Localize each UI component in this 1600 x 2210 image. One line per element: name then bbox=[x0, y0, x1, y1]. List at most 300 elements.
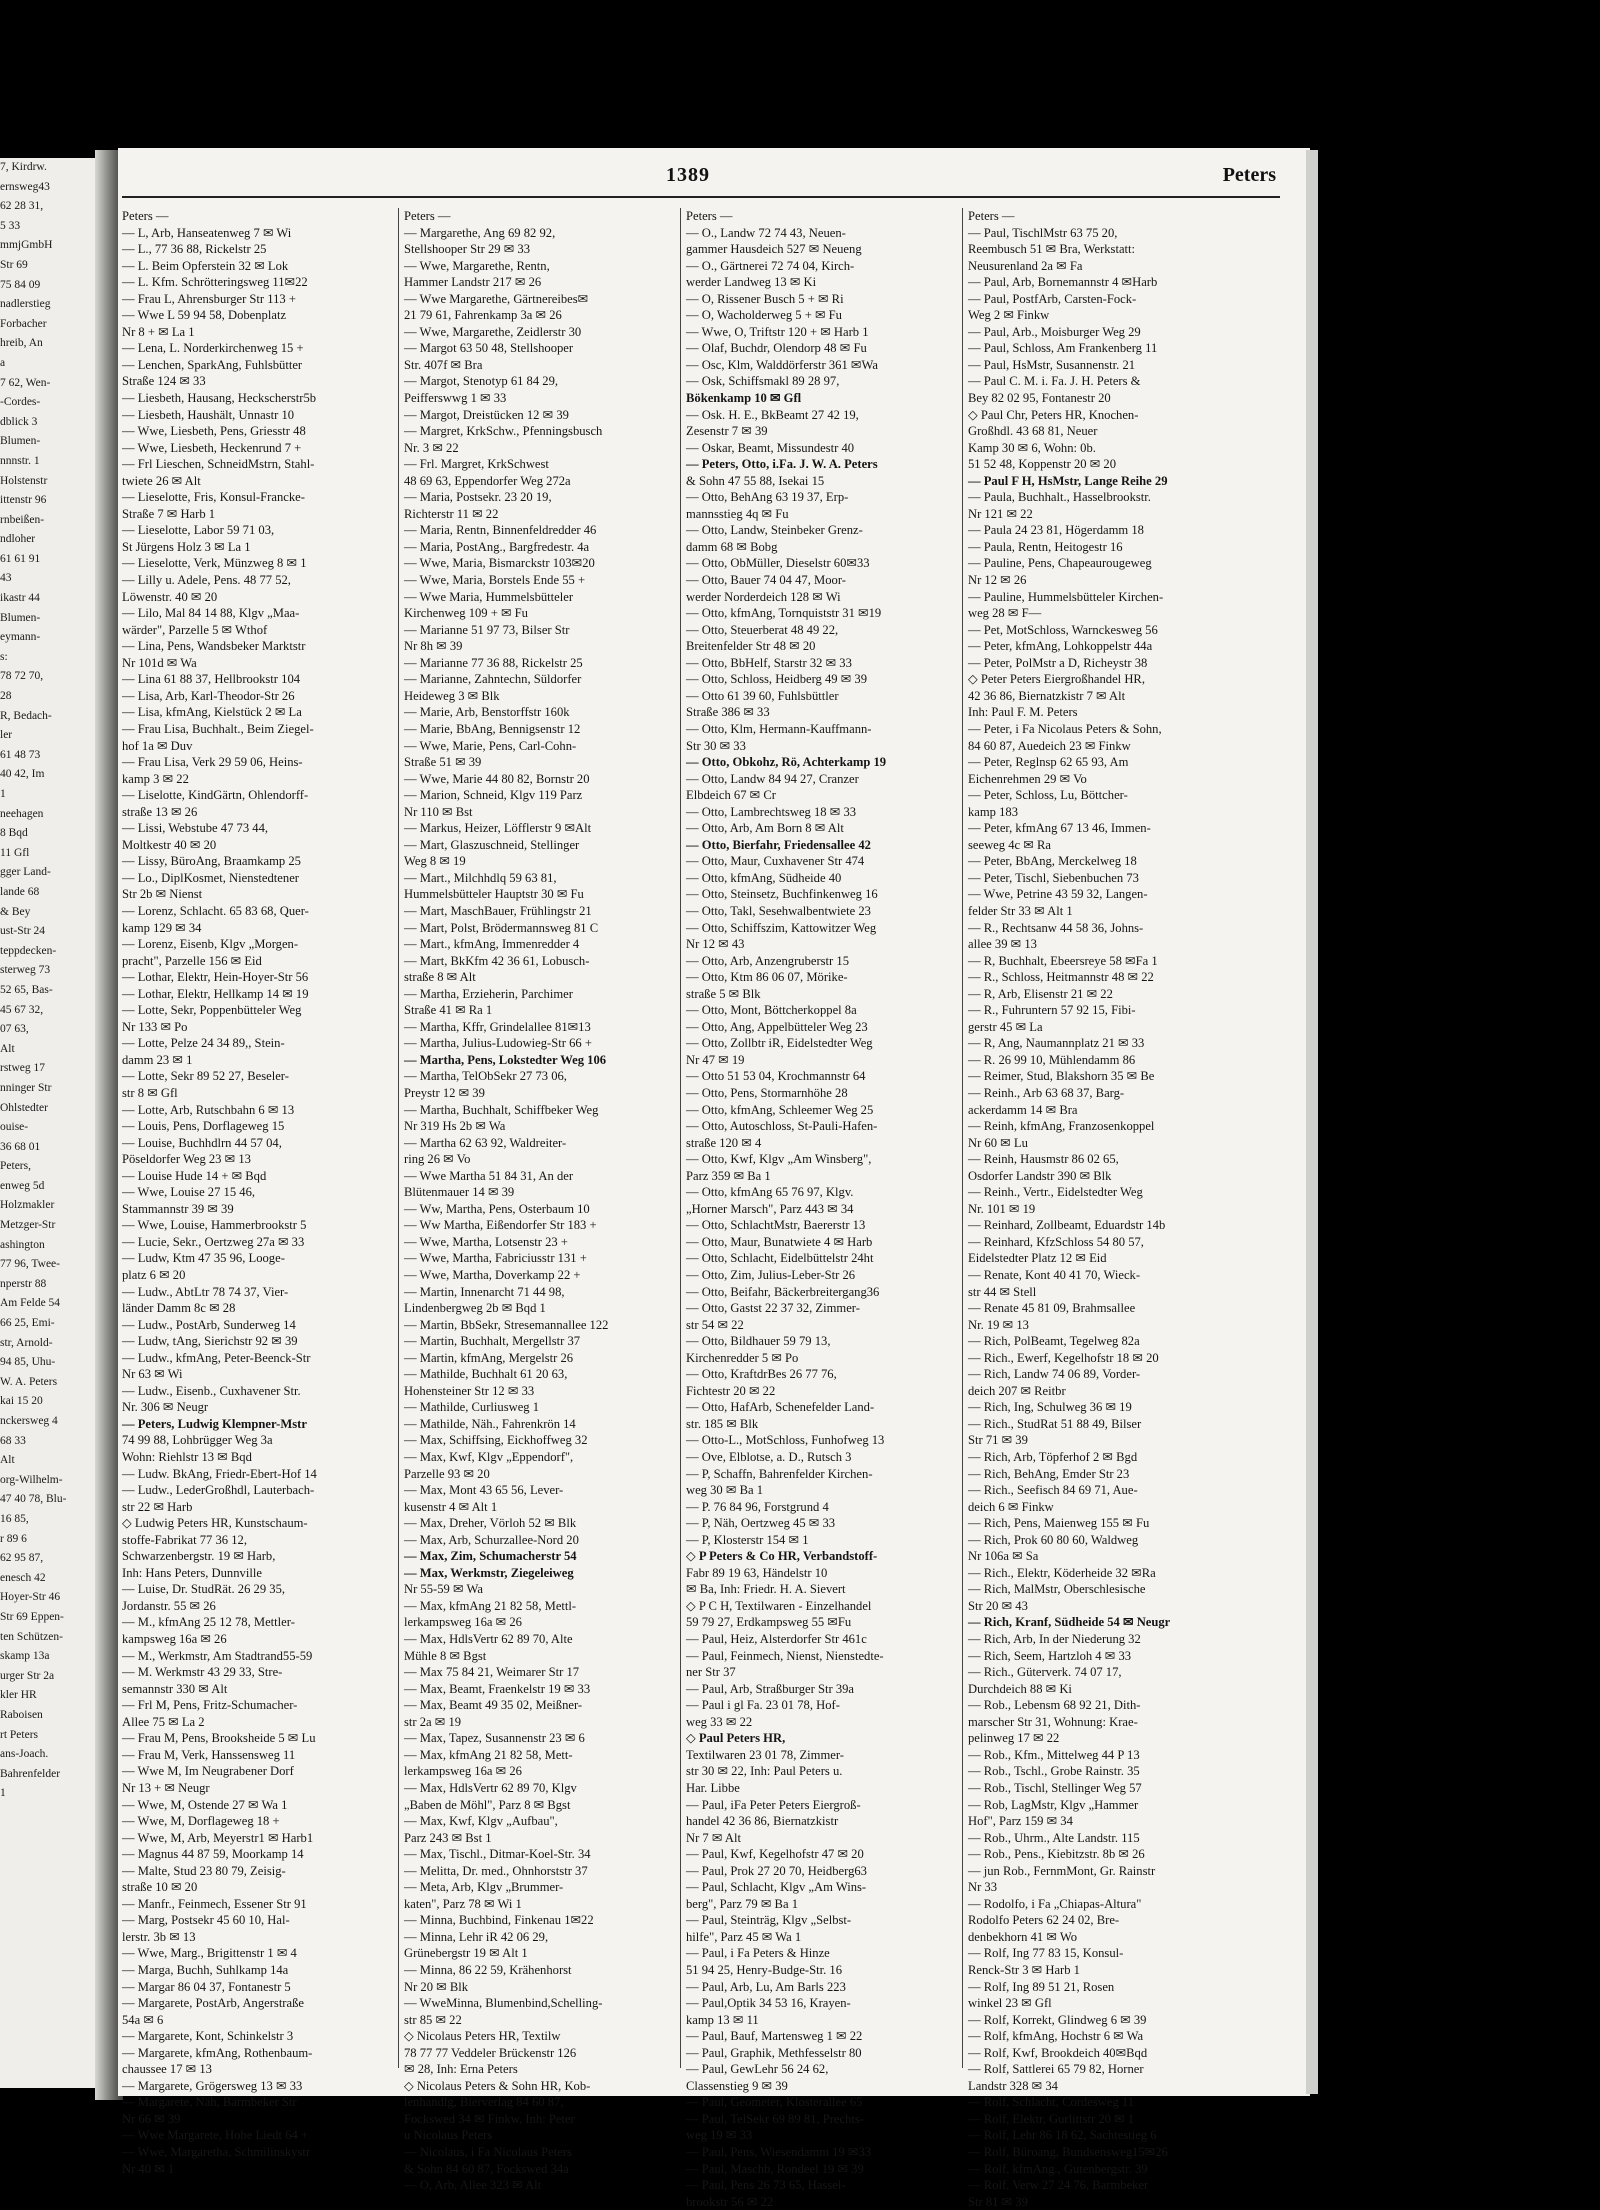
facing-page-line: neehagen bbox=[0, 807, 44, 820]
directory-entry: Peters — bbox=[686, 209, 733, 223]
facing-page-line: 47 40 78, Blu- bbox=[0, 1493, 67, 1506]
facing-page-line: R, Bedach- bbox=[0, 709, 52, 722]
directory-entry: — Maria, Postsekr. 23 20 19, bbox=[404, 490, 552, 505]
directory-entry: Pöseldorfer Weg 23 ✉ 13 bbox=[122, 1152, 251, 1167]
directory-entry: Peters — bbox=[404, 209, 451, 223]
directory-entry: — Max, Kwf, Klgv „Aufbau", bbox=[404, 1814, 558, 1829]
directory-entry: — Martin, Buchhalt, Mergellstr 37 bbox=[404, 1334, 581, 1349]
directory-entry: 42 36 86, Biernatzkistr 7 ✉ Alt bbox=[968, 688, 1126, 703]
directory-entry: Jordanstr. 55 ✉ 26 bbox=[122, 1598, 216, 1613]
directory-entry: — Paul C. M. i. Fa. J. H. Peters & bbox=[968, 374, 1141, 389]
directory-entry: — Lotte, Arb, Rutschbahn 6 ✉ 13 bbox=[122, 1102, 295, 1117]
directory-entry: — O., Landw 72 74 43, Neuen- bbox=[686, 225, 846, 240]
facing-page-line: 11 Gfl bbox=[0, 846, 30, 859]
directory-entry: — Magnus 44 87 59, Moorkamp 14 bbox=[122, 1847, 304, 1862]
directory-entry: — Otto, Ktm 86 06 07, Mörike- bbox=[686, 970, 848, 985]
facing-page-line: sterweg 73 bbox=[0, 964, 51, 977]
directory-entry: — Mart, BkKfm 42 36 61, Lobusch- bbox=[404, 953, 590, 968]
directory-entry: — Liesbeth, Haushält, Unnastr 10 bbox=[122, 407, 295, 422]
directory-entry: — Ludw., kfmAng, Peter-Beenck-Str bbox=[122, 1350, 311, 1365]
directory-entry: Nr 12 ✉ 26 bbox=[968, 573, 1027, 588]
directory-entry: — Wwe Margarete, Hohe Liedt 64 + bbox=[122, 2128, 309, 2143]
directory-entry: Nr 66 ✉ 39 bbox=[122, 2111, 181, 2126]
directory-entry: — Martha, Pens, Lokstedter Weg 106 bbox=[404, 1052, 607, 1067]
directory-entry: Nr. 19 ✉ 13 bbox=[968, 1317, 1029, 1332]
directory-entry: — L. Beim Opferstein 32 ✉ Lok bbox=[122, 258, 289, 273]
directory-entry: Richterstr 11 ✉ 22 bbox=[404, 506, 499, 521]
facing-page-line: 78 72 70, bbox=[0, 670, 44, 683]
directory-entry: berg", Parz 79 ✉ Ba 1 bbox=[686, 1896, 798, 1911]
directory-entry: länder Damm 8c ✉ 28 bbox=[122, 1301, 236, 1316]
directory-entry: — Rich, Pens, Maienweg 155 ✉ Fu bbox=[968, 1516, 1150, 1531]
directory-entry: — Martha, Erzieherin, Parchimer bbox=[404, 986, 573, 1001]
directory-entry: Nr 101d ✉ Wa bbox=[122, 655, 197, 670]
column-2 bbox=[404, 208, 676, 2193]
directory-entry: Breitenfelder Str 48 ✉ 20 bbox=[686, 639, 816, 654]
directory-entry: — Mart, Glaszuschneid, Stellinger bbox=[404, 837, 580, 852]
facing-page-line: str, Arnold- bbox=[0, 1336, 53, 1349]
directory-entry: — Wwe Martha 51 84 31, An der bbox=[404, 1168, 574, 1183]
directory-entry: Nr 60 ✉ Lu bbox=[968, 1135, 1028, 1150]
directory-entry: Rodolfo Peters 62 24 02, Bre- bbox=[968, 1913, 1120, 1928]
facing-page-line: rstweg 17 bbox=[0, 1062, 46, 1075]
directory-entry: — Markus, Heizer, Löfflerstr 9 ✉Alt bbox=[404, 821, 592, 836]
directory-entry: — P, Näh, Oertzweg 45 ✉ 33 bbox=[686, 1516, 836, 1531]
facing-page-line: 7, Kirdrw. bbox=[0, 161, 47, 173]
directory-entry: — Max, Beamt 49 35 02, Meißner- bbox=[404, 1698, 583, 1713]
directory-entry: — Wwe, M, Ostende 27 ✉ Wa 1 bbox=[122, 1797, 288, 1812]
directory-entry: — Marianne, Zahntechn, Süldorfer bbox=[404, 672, 582, 687]
directory-entry: — Peter, BbAng, Merckelweg 18 bbox=[968, 854, 1137, 869]
directory-entry: — Rich, Landw 74 06 89, Vorder- bbox=[968, 1367, 1141, 1382]
directory-entry: — Osk. H. E., BkBeamt 27 42 19, bbox=[686, 407, 859, 422]
directory-entry: — jun Rob., FernmMont, Gr. Rainstr bbox=[968, 1863, 1156, 1878]
directory-entry: — Wwe, Margarethe, Zeidlerstr 30 bbox=[404, 324, 582, 339]
facing-page-line: 28 bbox=[0, 690, 12, 703]
directory-entry: — Rolf, kfmAng, Hochstr 6 ✉ Wa bbox=[968, 2029, 1144, 2044]
directory-entry: St Jürgens Holz 3 ✉ La 1 bbox=[122, 539, 251, 554]
directory-entry: — Otto, Klm, Hermann-Kauffmann- bbox=[686, 721, 872, 736]
entry-columns bbox=[122, 208, 1272, 2209]
directory-entry: Nr. 306 ✉ Neugr bbox=[122, 1400, 209, 1415]
directory-entry: — R., Rechtsanw 44 58 36, Johns- bbox=[968, 920, 1144, 935]
directory-entry: Peters — bbox=[968, 209, 1015, 223]
directory-entry: 78 77 77 Veddeler Brückenstr 126 bbox=[404, 2045, 577, 2060]
facing-page-line: 62 28 31, bbox=[0, 200, 44, 213]
facing-page-line: 1 bbox=[0, 788, 6, 800]
directory-entry: straße 10 ✉ 20 bbox=[122, 1880, 198, 1895]
directory-entry: Str 71 ✉ 39 bbox=[968, 1433, 1028, 1448]
directory-entry: brookstr 56 ✉ 22 bbox=[686, 2194, 774, 2209]
facing-page-line: 16 85, bbox=[0, 1512, 29, 1525]
facing-page-line: 8 Bqd bbox=[0, 827, 28, 840]
running-head: Peters bbox=[1222, 164, 1276, 186]
directory-entry: — Malte, Stud 23 80 79, Zeisig- bbox=[122, 1863, 286, 1878]
directory-entry: — Wwe L 59 94 58, Dobenplatz bbox=[122, 308, 287, 323]
directory-entry: — Paul, iFa Peter Peters Eiergroß- bbox=[686, 1797, 861, 1812]
directory-entry: — Renate 45 81 09, Brahmsallee bbox=[968, 1301, 1136, 1316]
directory-entry: weg 30 ✉ Ba 1 bbox=[686, 1483, 764, 1498]
facing-page-line: enesch 42 bbox=[0, 1571, 46, 1584]
directory-entry: — Peter, Tischl, Siebenbuchen 73 bbox=[968, 870, 1139, 885]
directory-entry: — Oskar, Beamt, Missundestr 40 bbox=[686, 440, 855, 455]
directory-entry: — Paul, GewLehr 56 24 62, bbox=[686, 2062, 829, 2077]
directory-entry: — Rob., Tischl, Stellinger Weg 57 bbox=[968, 1780, 1142, 1795]
directory-entry: — Paula, Buchhalt., Hasselbrookstr. bbox=[968, 490, 1151, 505]
directory-entry: — Minna, Buchbind, Finkenau 1✉22 bbox=[404, 1913, 594, 1928]
directory-entry: kamp 129 ✉ 34 bbox=[122, 920, 202, 935]
directory-entry: Nr 8 + ✉ La 1 bbox=[122, 324, 195, 339]
directory-entry: — Pauline, Hummelsbütteler Kirchen- bbox=[968, 589, 1164, 604]
directory-entry: — Paula 24 23 81, Högerdamm 18 bbox=[968, 523, 1144, 538]
directory-entry: — Otto, SchlachtMstr, Baererstr 13 bbox=[686, 1218, 866, 1233]
directory-entry: — Otto, Lambrechtsweg 18 ✉ 33 bbox=[686, 804, 857, 819]
directory-entry: — Frl M, Pens, Fritz-Schumacher- bbox=[122, 1698, 298, 1713]
directory-entry: Nr 63 ✉ Wi bbox=[122, 1367, 183, 1382]
directory-entry: str 30 ✉ 22, Inh: Paul Peters u. bbox=[686, 1764, 843, 1779]
facing-page-line: kler HR bbox=[0, 1689, 37, 1702]
directory-entry: — R, Buchhalt, Ebeersreye 58 ✉Fa 1 bbox=[968, 953, 1158, 968]
facing-page-line: 68 33 bbox=[0, 1434, 26, 1447]
directory-entry: — Otto, Beifahr, Bäckerbreitergang36 bbox=[686, 1284, 880, 1299]
directory-entry: — Wwe, O, Triftstr 120 + ✉ Harb 1 bbox=[686, 324, 869, 339]
directory-entry: — Manfr., Feinmech, Essener Str 91 bbox=[122, 1896, 307, 1911]
directory-entry: — Lo., DiplKosmet, Nienstedtener bbox=[122, 870, 299, 885]
facing-page-line: rt Peters bbox=[0, 1728, 39, 1741]
directory-entry: werder Landweg 13 ✉ Ki bbox=[686, 275, 817, 290]
facing-page-line: rnbeißen- bbox=[0, 513, 45, 526]
directory-entry: — M., kfmAng 25 12 78, Mettler- bbox=[122, 1615, 295, 1630]
directory-entry: — Lotte, Sekr, Poppenbütteler Weg bbox=[122, 1003, 302, 1018]
facing-page-line: Str 69 bbox=[0, 258, 28, 271]
directory-entry: — Paul,Optik 34 53 16, Krayen- bbox=[686, 1996, 851, 2011]
directory-entry: — Margarethe, Ang 69 82 92, bbox=[404, 225, 556, 240]
directory-entry: Inh: Paul F. M. Peters bbox=[968, 705, 1078, 720]
facing-page-line: Raboisen bbox=[0, 1708, 43, 1721]
directory-entry: weg 28 ✉ F— bbox=[968, 606, 1042, 621]
directory-entry: 21 79 61, Fahrenkamp 3a ✉ 26 bbox=[404, 308, 562, 323]
page-edge bbox=[1306, 150, 1318, 2094]
facing-page-line: kai 15 20 bbox=[0, 1395, 43, 1408]
directory-entry: — Otto, kfmAng, Tornquiststr 31 ✉19 bbox=[686, 606, 882, 621]
directory-entry: — Lena, L. Norderkirchenweg 15 + bbox=[122, 341, 304, 356]
directory-entry: Nr 8h ✉ 39 bbox=[404, 639, 463, 654]
facing-page-line: Holzmakler bbox=[0, 1199, 55, 1212]
directory-entry: Str 30 ✉ 33 bbox=[686, 738, 746, 753]
directory-entry: — Lothar, Elektr, Hellkamp 14 ✉ 19 bbox=[122, 986, 309, 1001]
directory-entry: — Paul, Pens, Wiesendamm 19 ✉33 bbox=[686, 2144, 872, 2159]
directory-entry: Osdorfer Landstr 390 ✉ Blk bbox=[968, 1168, 1112, 1183]
directory-entry: damm 68 ✉ Bobg bbox=[686, 539, 778, 554]
directory-entry: — Frau Lisa, Buchhalt., Beim Ziegel- bbox=[122, 721, 314, 736]
directory-entry: — Martin, kfmAng, Mergelstr 26 bbox=[404, 1350, 574, 1365]
directory-entry: — Otto, BbHelf, Starstr 32 ✉ 33 bbox=[686, 655, 852, 670]
directory-entry: — O, Wacholderweg 5 + ✉ Fu bbox=[686, 308, 842, 323]
directory-entry: — Mart., kfmAng, Immenredder 4 bbox=[404, 937, 580, 952]
column-divider bbox=[962, 208, 963, 2068]
directory-entry: Bey 82 02 95, Fontanestr 20 bbox=[968, 391, 1111, 406]
directory-entry: — Ove, Elblotse, a. D., Rutsch 3 bbox=[686, 1450, 852, 1465]
facing-page-line: 40 42, Im bbox=[0, 768, 45, 781]
directory-entry: — Paul, Feinmech, Nienst, Nienstedte- bbox=[686, 1648, 884, 1663]
directory-entry: — Wwe, M, Arb, Meyerstr1 ✉ Harb1 bbox=[122, 1830, 314, 1845]
directory-entry: — Lieselotte, Fris, Konsul-Francke- bbox=[122, 490, 305, 505]
directory-entry: — Maria, PostAng., Bargfredestr. 4a bbox=[404, 539, 590, 554]
directory-entry: — Peters, Ludwig Klempner-Mstr bbox=[122, 1416, 307, 1431]
directory-entry: — Rich., StudRat 51 88 49, Bilser bbox=[968, 1416, 1142, 1431]
directory-entry: — Otto, Autoschloss, St-Pauli-Hafen- bbox=[686, 1119, 878, 1134]
directory-entry: — Mart., Milchhdlq 59 63 81, bbox=[404, 870, 557, 885]
directory-entry: str 2a ✉ 19 bbox=[404, 1714, 462, 1729]
directory-entry: seeweg 4c ✉ Ra bbox=[968, 837, 1051, 852]
directory-entry: — Martha 62 63 92, Waldreiter- bbox=[404, 1135, 567, 1150]
directory-entry: lerstr. 3b ✉ 13 bbox=[122, 1929, 196, 1944]
directory-entry: — Otto-L., MotSchloss, Funhofweg 13 bbox=[686, 1433, 885, 1448]
directory-entry: werder Norderdeich 128 ✉ Wi bbox=[686, 589, 841, 604]
directory-entry: — Otto, Landw 84 94 27, Cranzer bbox=[686, 771, 859, 786]
directory-entry: — Max, Beamt, Fraenkelstr 19 ✉ 33 bbox=[404, 1681, 591, 1696]
directory-entry: Nr 12 ✉ 43 bbox=[686, 937, 745, 952]
directory-entry: — Otto, Takl, Sesehwalbentwiete 23 bbox=[686, 903, 871, 918]
directory-entry: — Martha, TelObSekr 27 73 06, bbox=[404, 1069, 567, 1084]
directory-entry: denbekhorn 41 ✉ Wo bbox=[968, 1929, 1077, 1944]
directory-entry: Nr 33 bbox=[968, 1880, 998, 1895]
directory-entry: — Rob., Tschl., Grobe Rainstr. 35 bbox=[968, 1764, 1140, 1779]
directory-entry: — Paul, Heiz, Alsterdorfer Str 461c bbox=[686, 1632, 867, 1647]
directory-entry: 59 79 27, Erdkampsweg 55 ✉Fu bbox=[686, 1615, 852, 1630]
directory-entry: — Paul, Arb, Lu, Am Barls 223 bbox=[686, 1979, 846, 1994]
directory-entry: — Wwe, Martha, Doverkamp 22 + bbox=[404, 1268, 581, 1282]
directory-entry: Textilwaren 23 01 78, Zimmer- bbox=[686, 1747, 844, 1762]
facing-page-line: urger Str 2a bbox=[0, 1669, 55, 1682]
directory-entry: — Ludw., LederGroßhdl, Lauterbach- bbox=[122, 1483, 315, 1498]
facing-page-line: nckersweg 4 bbox=[0, 1415, 58, 1427]
directory-entry: Stellshooper Str 29 ✉ 33 bbox=[404, 242, 530, 257]
directory-entry: — Wwe, Maria, Bismarckstr 103✉20 bbox=[404, 556, 595, 571]
directory-entry: — Ludw. BkAng, Friedr-Ebert-Hof 14 bbox=[122, 1466, 317, 1481]
directory-entry: Classenstieg 9 ✉ 39 bbox=[686, 2078, 788, 2093]
facing-page-line: skamp 13a bbox=[0, 1650, 50, 1663]
directory-entry: — Rich, Prok 60 80 60, Waldweg bbox=[968, 1532, 1139, 1547]
directory-entry: — Pet, MotSchloss, Warnckesweg 56 bbox=[968, 622, 1158, 637]
facing-page-line: a bbox=[0, 356, 6, 369]
directory-entry: Reembusch 51 ✉ Bra, Werkstatt: bbox=[968, 242, 1136, 257]
directory-entry: — Rich, PolBeamt, Tegelweg 82a bbox=[968, 1334, 1140, 1349]
column-1 bbox=[122, 208, 394, 2176]
directory-entry: Parz 359 ✉ Ba 1 bbox=[686, 1168, 771, 1183]
directory-entry: — Margar 86 04 37, Fontanestr 5 bbox=[122, 1979, 291, 1994]
directory-entry: — Minna, Lehr iR 42 06 29, bbox=[404, 1929, 549, 1944]
directory-entry: — Lieselotte, Labor 59 71 03, bbox=[122, 523, 275, 538]
directory-entry: stoffe-Fabrikat 77 36 12, bbox=[122, 1532, 247, 1547]
facing-page-line: Str 69 Eppen- bbox=[0, 1610, 64, 1623]
facing-page-line: ouise- bbox=[0, 1121, 29, 1134]
directory-entry: — Frl Lieschen, SchneidMstrn, Stahl- bbox=[122, 457, 315, 472]
directory-entry: Peifferswwg 1 ✉ 33 bbox=[404, 391, 507, 406]
directory-entry: — Otto 51 53 04, Krochmannstr 64 bbox=[686, 1069, 866, 1084]
directory-entry: — Wwe, Louise 27 15 46, bbox=[122, 1185, 256, 1200]
directory-entry: — Marianne 51 97 73, Bilser Str bbox=[404, 622, 570, 637]
directory-entry: — R., Schloss, Heitmannstr 48 ✉ 22 bbox=[968, 970, 1154, 985]
directory-entry: — Margarete, Kont, Schinkelstr 3 bbox=[122, 2029, 294, 2044]
facing-page-line: s: bbox=[0, 650, 8, 663]
facing-page-line: Blumen- bbox=[0, 435, 41, 448]
directory-entry: Nr 7 ✉ Alt bbox=[686, 1830, 741, 1845]
directory-entry: hof 1a ✉ Duv bbox=[122, 738, 193, 753]
directory-entry: mannsstieg 4q ✉ Fu bbox=[686, 506, 789, 521]
directory-entry: — Max, Kwf, Klgv „Eppendorf", bbox=[404, 1450, 574, 1465]
directory-entry: — Ww, Martha, Pens, Osterbaum 10 bbox=[404, 1201, 590, 1216]
directory-entry: — Otto, Steinsetz, Buchfinkenweg 16 bbox=[686, 887, 878, 902]
directory-entry: Grünebergstr 19 ✉ Alt 1 bbox=[404, 1946, 528, 1961]
directory-entry: Parzelle 93 ✉ 20 bbox=[404, 1466, 490, 1481]
directory-entry: — R, Ang, Naumannplatz 21 ✉ 33 bbox=[968, 1036, 1145, 1051]
directory-entry: — Mart, Polst, Brödermannsweg 81 C bbox=[404, 920, 599, 935]
facing-page-line: ashington bbox=[0, 1238, 45, 1251]
facing-page-line: ans-Joach. bbox=[0, 1748, 49, 1761]
directory-entry: Großhdl. 43 68 81, Neuer bbox=[968, 424, 1098, 439]
directory-entry: ◇ Nicolaus Peters & Sohn HR, Kob- bbox=[404, 2078, 591, 2093]
directory-entry: — Rolf, Korrekt, Glindweg 6 ✉ 39 bbox=[968, 2012, 1147, 2027]
directory-entry: — Frau L, Ahrensburger Str 113 + bbox=[122, 291, 296, 306]
directory-entry: — Max, Werkmstr, Ziegeleiweg bbox=[404, 1565, 574, 1580]
page-header bbox=[118, 164, 1310, 194]
directory-entry: — Olaf, Buchdr, Olendorp 48 ✉ Fu bbox=[686, 341, 867, 356]
directory-entry: — Wwe, Martha, Lotsenstr 23 + bbox=[404, 1234, 568, 1249]
directory-entry: — Peter, kfmAng, Lohkoppelstr 44a bbox=[968, 639, 1153, 654]
directory-entry: damm 23 ✉ 1 bbox=[122, 1052, 193, 1067]
column-4 bbox=[968, 208, 1240, 2209]
directory-entry: — Peter, Schloss, Lu, Böttcher- bbox=[968, 788, 1128, 803]
directory-entry: ring 26 ✉ Vo bbox=[404, 1152, 471, 1167]
directory-entry: — Margarete, PostArb, Angerstraße bbox=[122, 1996, 304, 2011]
directory-entry: — Minna, 86 22 59, Krähenhorst bbox=[404, 1962, 572, 1977]
directory-entry: — Lorenz, Eisenb, Klgv „Morgen- bbox=[122, 937, 299, 952]
directory-entry: — Ww Martha, Eißendorfer Str 183 + bbox=[404, 1218, 597, 1233]
facing-page-line: Metzger-Str bbox=[0, 1219, 56, 1232]
facing-page-line: ndloher bbox=[0, 533, 36, 546]
directory-entry: — Paul, Steinträg, Klgv „Selbst- bbox=[686, 1913, 852, 1928]
directory-entry: — Otto, KraftdrBes 26 77 76, bbox=[686, 1367, 837, 1382]
directory-entry: Nr 13 + ✉ Neugr bbox=[122, 1780, 210, 1795]
facing-page-line: Peters, bbox=[0, 1160, 31, 1173]
directory-entry: — Rich, Kranf, Südheide 54 ✉ Neugr bbox=[968, 1615, 1171, 1630]
directory-entry: Preystr 12 ✉ 39 bbox=[404, 1085, 485, 1100]
directory-entry: Bökenkamp 10 ✉ Gfl bbox=[686, 391, 802, 406]
directory-entry: Renck-Str 3 ✉ Harb 1 bbox=[968, 1962, 1080, 1977]
directory-entry: kamp 183 bbox=[968, 804, 1019, 819]
directory-entry: — Rich., Seefisch 84 69 71, Aue- bbox=[968, 1483, 1138, 1498]
directory-entry: — Maria, Rentn, Binnenfeldredder 46 bbox=[404, 523, 597, 538]
directory-entry: — Otto, Arb, Am Born 8 ✉ Alt bbox=[686, 821, 844, 836]
directory-entry: — Paula, Rentn, Heitogestr 16 bbox=[968, 539, 1123, 554]
directory-entry: — Rolf, Kwf, Brookdeich 40✉Bqd bbox=[968, 2045, 1148, 2060]
facing-page-line: 77 96, Twee- bbox=[0, 1258, 60, 1271]
directory-entry: — Martin, BbSekr, Stresemannallee 122 bbox=[404, 1317, 609, 1332]
directory-entry: Peters — bbox=[122, 209, 169, 223]
directory-entry: — P. 76 84 96, Forstgrund 4 bbox=[686, 1499, 829, 1514]
directory-entry: — Wwe, Margarethe, Rentn, bbox=[404, 258, 550, 273]
directory-entry: — Nicolaus, i Fa Nicolaus Peters bbox=[404, 2144, 572, 2159]
directory-entry: — Lilo, Mal 84 14 88, Klgv „Maa- bbox=[122, 606, 300, 621]
directory-entry: — Otto, Zollbtr iR, Eidelstedter Weg bbox=[686, 1036, 873, 1051]
facing-page-line: ikastr 44 bbox=[0, 592, 40, 605]
directory-entry: — Paul, TelSekr 69 89 81, Prechts- bbox=[686, 2111, 864, 2126]
directory-entry: pelinweg 17 ✉ 22 bbox=[968, 1731, 1060, 1746]
directory-entry: Landstr 328 ✉ 34 bbox=[968, 2078, 1058, 2093]
directory-entry: weg 33 ✉ 22 bbox=[686, 1714, 753, 1729]
directory-entry: Hof", Parz 159 ✉ 34 bbox=[968, 1814, 1073, 1829]
directory-entry: — Wwe, Liesbeth, Pens, Griesstr 48 bbox=[122, 424, 306, 439]
directory-entry: — Lieselotte, Verk, Münzweg 8 ✉ 1 bbox=[122, 556, 307, 571]
directory-entry: — Lilly u. Adele, Pens. 48 77 52, bbox=[122, 573, 291, 588]
directory-entry: deich 207 ✉ Reitbr bbox=[968, 1383, 1066, 1398]
directory-entry: twiete 26 ✉ Alt bbox=[122, 473, 201, 488]
directory-entry: Str 2b ✉ Nienst bbox=[122, 887, 203, 902]
facing-page-line: ten Schützen- bbox=[0, 1630, 63, 1643]
directory-entry: — Margarete, Näh, Barmbeker Str bbox=[122, 2095, 297, 2110]
directory-entry: str 22 ✉ Harb bbox=[122, 1499, 193, 1514]
directory-entry: — Max, Dreher, Vörloh 52 ✉ Blk bbox=[404, 1516, 577, 1531]
directory-entry: — Marg, Postsekr 45 60 10, Hal- bbox=[122, 1913, 290, 1928]
directory-entry: ◇ Paul Chr, Peters HR, Knochen- bbox=[968, 407, 1139, 422]
directory-entry: — Rich, Arb, In der Niederung 32 bbox=[968, 1632, 1141, 1647]
directory-entry: str 54 ✉ 22 bbox=[686, 1317, 744, 1332]
directory-entry: — Paul, Prok 27 20 70, Heidberg63 bbox=[686, 1863, 867, 1878]
facing-page-line: Blumen- bbox=[0, 611, 41, 624]
directory-entry: — Osc, Klm, Walddörferstr 361 ✉Wa bbox=[686, 357, 878, 372]
directory-entry: — Marie, BbAng, Bennigsenstr 12 bbox=[404, 721, 581, 736]
directory-entry: — Wwe M, Im Neugrabener Dorf bbox=[122, 1764, 294, 1779]
directory-entry: ackerdamm 14 ✉ Bra bbox=[968, 1102, 1078, 1117]
facing-page-line: & Bey bbox=[0, 905, 31, 918]
facing-page-line: 94 85, Uhu- bbox=[0, 1356, 56, 1369]
directory-entry: — Ludw., AbtLtr 78 74 37, Vier- bbox=[122, 1284, 289, 1299]
directory-entry: & Sohn 84 60 87, Fockswed 34a bbox=[404, 2161, 569, 2176]
directory-entry: allee 39 ✉ 13 bbox=[968, 937, 1037, 952]
facing-page-line: mmjGmbH bbox=[0, 239, 53, 252]
directory-entry: Nr 133 ✉ Po bbox=[122, 1019, 188, 1034]
facing-page-line: lande 68 bbox=[0, 885, 40, 898]
directory-entry: — Marion, Schneid, Klgv 119 Parz bbox=[404, 788, 583, 803]
directory-entry: — Lina 61 88 37, Hellbrookstr 104 bbox=[122, 672, 301, 687]
directory-entry: — Margarete, Grögersweg 13 ✉ 33 bbox=[122, 2078, 303, 2093]
directory-entry: — Max, Zim, Schumacherstr 54 bbox=[404, 1549, 577, 1564]
directory-entry: — Reinh, Hausmstr 86 02 65, bbox=[968, 1152, 1119, 1167]
directory-entry: — Peter, i Fa Nicolaus Peters & Sohn, bbox=[968, 721, 1162, 736]
directory-entry: lenhandlg, Bierverlag 84 60 87, bbox=[404, 2095, 564, 2110]
directory-entry: — Otto, ObMüller, Dieselstr 60✉33 bbox=[686, 556, 870, 571]
directory-entry: — Rob., Lebensm 68 92 21, Dith- bbox=[968, 1698, 1141, 1713]
directory-entry: Hammer Landstr 217 ✉ 26 bbox=[404, 275, 542, 290]
directory-entry: — Lotte, Pelze 24 34 89,, Stein- bbox=[122, 1036, 285, 1051]
directory-entry: lerkampsweg 16a ✉ 26 bbox=[404, 1615, 522, 1630]
directory-entry: — Martha, Kffr, Grindelallee 81✉13 bbox=[404, 1019, 591, 1034]
directory-entry: Nr. 3 ✉ 22 bbox=[404, 440, 459, 455]
directory-entry: — Rolf, kfmAng., Gutenbergstr. 39 bbox=[968, 2161, 1148, 2176]
directory-entry: — Otto, Bauer 74 04 47, Moor- bbox=[686, 573, 846, 588]
directory-entry: — Peter, PolMstr a D, Richeystr 38 bbox=[968, 655, 1148, 670]
directory-entry: — Wwe, Marg., Brigittenstr 1 ✉ 4 bbox=[122, 1946, 297, 1961]
directory-entry: — Paul, Geometer, Klosterallee 65 bbox=[686, 2095, 863, 2110]
directory-entry: — Paul, i Fa Peters & Hinze bbox=[686, 1946, 830, 1961]
directory-entry: Löwenstr. 40 ✉ 20 bbox=[122, 589, 218, 604]
facing-page-line: teppdecken- bbox=[0, 944, 57, 957]
directory-entry: — Luise, Dr. StudRät. 26 29 35, bbox=[122, 1582, 286, 1597]
directory-entry: gerstr 45 ✉ La bbox=[968, 1019, 1043, 1034]
directory-entry: — Marianne 77 36 88, Rickelstr 25 bbox=[404, 655, 583, 670]
directory-entry: chaussee 17 ✉ 13 bbox=[122, 2062, 212, 2077]
